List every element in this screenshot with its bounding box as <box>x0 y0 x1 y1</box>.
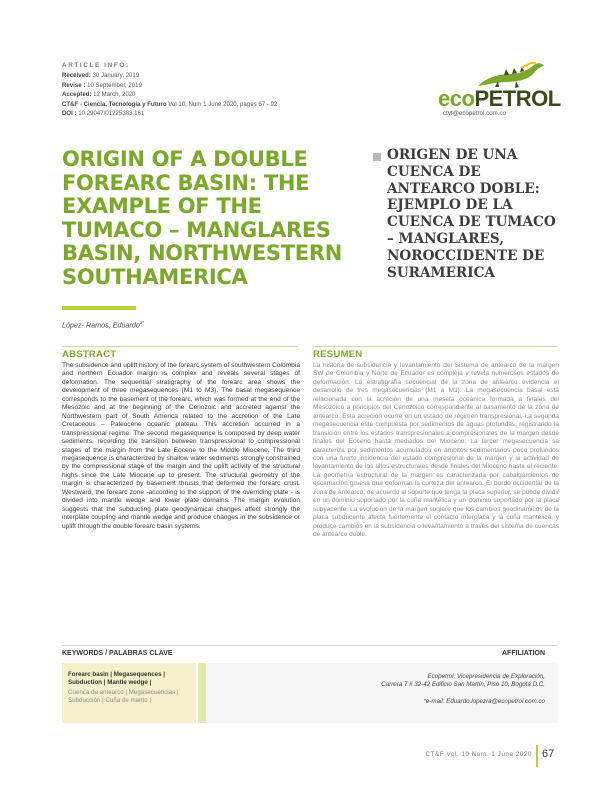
revised-date: 10 September, 2019 <box>87 81 142 89</box>
author-name: López- Ramos, Eduardo <box>62 320 140 330</box>
journal-label: CT&F - Ciencia, Tecnología y Futuro <box>62 100 167 108</box>
journal-email-link[interactable]: ctyf@ecopetrol.com.co <box>443 110 507 117</box>
affiliation-heading: AFFILIATION <box>502 650 546 657</box>
keywords-english: Forearc basin | Megasequences | Subduction | Mantle wedge | <box>68 671 165 687</box>
accepted-label: Accepted: <box>62 91 92 99</box>
affiliation-box <box>206 663 558 723</box>
page-number: 67 <box>542 748 555 760</box>
doi-row <box>62 109 362 118</box>
author-line <box>62 320 144 329</box>
abstract-text: The subsidence and uplift history of the forearc system of southwestern Colombia and northern Ecuador margin is complex and reveals several stages of deformation. The sequential stratigraphy of the forearc area shows the development of three megasequences (M1 to M3). The basal megasequence corresponds to the basement of the forearc, which was formed at the end of the Mesozoic and at the beginning of the Cenozoic and accreted against the Northwestern part of South America related to the accretion of the Late Cretaceous – Paleocene oceanic plateau. This accretion occurred in a transpressional regime. The second megasequence is composed by deep water sediments, recording the transition between transpressional to compressional stages of the margin from the Late Eocene to the Middle Miocene. The third megasequence is characterized by shallow water sediments strongly constrained by the compressional stage of the margin and the uplift activity of the structural highs since the Late Miocene up to present. The structural geometry of the margin is characterized by basement thrusts that deformed the forearc crust. Westward, the forearc zone -according to the support of the overriding plate - is divided into mantle wedge and lower plate domains. The margin evolution suggests that the subducting plate geodynamical changes affect strongly the interplate coupling and mantle wedge and produce changes in the subsidence or uplift through the double forearc basin systems. <box>62 362 300 530</box>
logo-word-petrol: PETROL <box>474 86 561 111</box>
logo-word-eco: ec <box>438 86 462 111</box>
title-divider <box>62 306 136 310</box>
accepted-date: 12 March, 2020 <box>93 91 136 99</box>
accepted-row <box>62 90 362 99</box>
received-date: 30 January, 2019 <box>92 72 140 80</box>
revised-row <box>62 81 362 90</box>
footer-journal: CT&F Vol. 10 Num. 1 June 2020 <box>425 751 532 758</box>
footer-divider <box>536 745 538 767</box>
resumen-text: La historia de subsidencia y levantamiento del Sistema de antearco de la margen SW de Colombia y Norte de Ecuador es compleja y revela numerosos estados de deformación. La estratigrafía secuencial de la zona de antearco evidencia el desarrollo de tres megasecuencias (M1 a M3). La megasecuencia basal está relacionada con la acreción de una meseta oceánica formada a finales del Mesozoico a principios del Cenozoico correspondiente al basamento de la zona de antearco. Esta acreción ocurre en un estado de régimen transpresional. La segunda megasecuencia está compuesta por sedimentos de aguas profundas, registrando la transición entre los estados transpresionales a compresionales de la margen desde finales del Eoceno hasta mediados del Mioceno. La tercer megasecuencia se caracteriza por sedimentos acumulados en ámbitos sedimentarios poco profundos con una fuerte incidencia del estado compresional de la margen y la actividad de levantamiento de los altos estructurales desde finales del Mioceno hasta el reciente. La geometría estructural de la margen es caracterizada por cabalgamientos de escamación gruesa que deforman la corteza del antearco. El borde occidental de la zona de antearco, de acuerdo al soporte que tenga la placa superior, se puede dividir en un dominio soportado por la cuña mantélica y un dominio soportado por la placa subyacente. La evolución de la margen sugiere que los cambios geodinámicos de la placa subducente afecta fuertemente el contacto interplaca y la cuña mantélica, y produce cambios en la subsidencia o levantamiento a través del sistema de cuencas de antearco doble. <box>313 362 559 539</box>
resumen-rule <box>313 346 558 347</box>
received-label: Received: <box>62 72 91 80</box>
resumen-heading: RESUMEN <box>313 349 363 360</box>
title-english: ORIGIN OF A DOUBLE FOREARC BASIN: THE EXAMPLE OF THE TUMACO – MANGLARES BASIN, NORTHWESTERN SOUTHAMERICA <box>62 147 342 289</box>
affiliation-email[interactable]: *e-mail: Eduardo.lopezra@ecopetrol.com.co <box>423 698 545 705</box>
logo-wordmark <box>438 88 561 110</box>
title-spanish: ORIGEN DE UNA CUENCA DE ANTEARCO DOBLE: EJEMPLO DE LA CUENCA DE TUMACO – MANGLARES, NOROCCIDENTE DE SURAMERICA <box>387 147 556 281</box>
revised-label: Revise : <box>62 81 86 89</box>
affiliation-address <box>300 673 545 690</box>
keywords-rule <box>62 645 558 646</box>
received-row <box>62 71 362 80</box>
keywords-spanish: Cuenca de antearco | Megasecuencias | Subducción | Cuña de manto | <box>68 689 179 705</box>
keywords-heading: KEYWORDS / PALABRAS CLAVE <box>62 650 173 657</box>
article-info-header: ARTICLE INFO: <box>62 62 130 69</box>
abstract-rule <box>62 346 298 347</box>
logo-word-o: o <box>461 86 475 111</box>
journal-row <box>62 100 362 109</box>
journal-ref: Vol 10, Num 1 June 2020, pages 67 - 92 <box>168 100 278 108</box>
abstract-heading: ABSTRACT <box>62 349 117 360</box>
doi-label: DOI : <box>62 110 77 118</box>
affiliation-line-2: Carrera 7 # 32-42 Edificio San Martín, Piso 10, Bogotá D.C. <box>381 681 545 689</box>
square-bullet-icon <box>373 153 381 161</box>
author-mark: a* <box>139 320 145 325</box>
doi-link[interactable]: 10.29047/01225383.161 <box>78 110 145 118</box>
affiliation-line-1: Ecopetrol, Vicepresidencia de Exploración, <box>427 673 545 680</box>
article-info <box>62 61 362 118</box>
keywords-box-accent <box>198 663 206 723</box>
